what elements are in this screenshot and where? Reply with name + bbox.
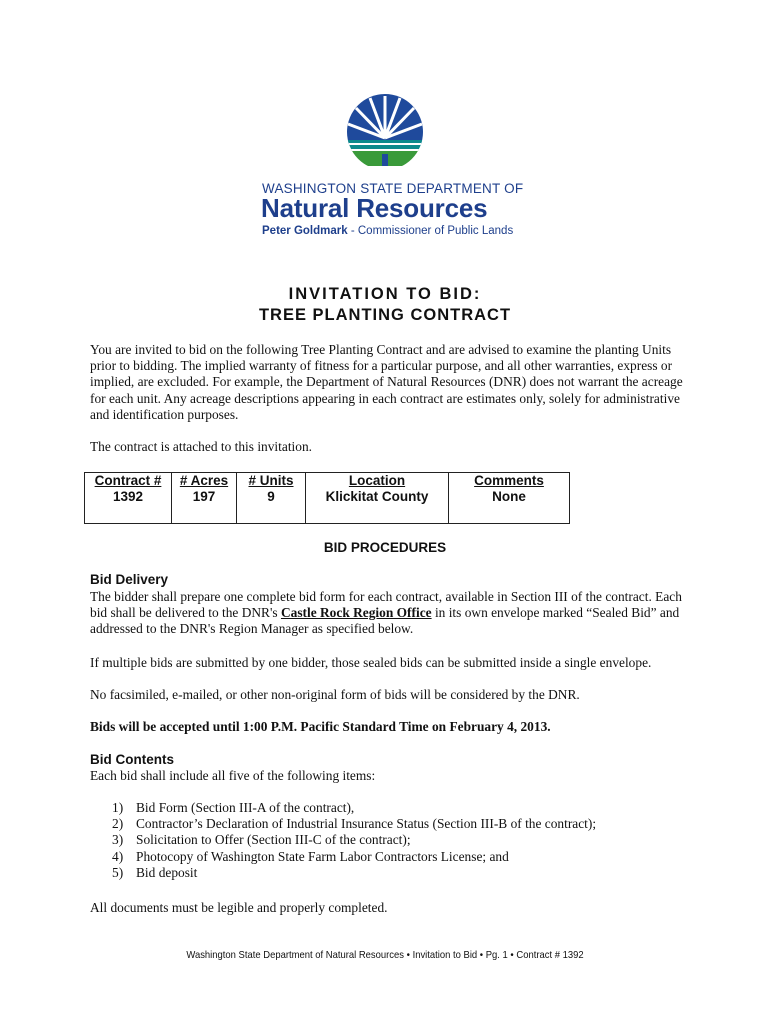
bid-contents-intro: Each bid shall include all five of the following items: (90, 768, 376, 783)
multiple-bids-paragraph: If multiple bids are submitted by one bidder, those sealed bids can be submitted inside a single envelope. (90, 655, 652, 670)
bid-contents-heading: Bid Contents (90, 752, 174, 767)
cell-value: 1392 (112, 489, 144, 504)
contract-table (84, 472, 570, 524)
list-item (112, 849, 596, 865)
attached-note: The contract is attached to this invitation. (90, 439, 312, 454)
column-header: Comments (474, 473, 544, 488)
item-text: Bid Form (Section III-A of the contract), (136, 800, 355, 815)
paragraph-text: in its own envelope marked “Sealed Bid” and addressed to the DNR's Region Manager as specified below. (90, 605, 680, 637)
table-cell (237, 473, 306, 524)
table-cell (306, 473, 449, 524)
list-item (112, 832, 596, 848)
cell-value: Klickitat County (325, 489, 429, 504)
item-number: 4) (112, 848, 124, 864)
column-header: # Acres (179, 473, 229, 488)
bid-contents-list (112, 800, 596, 881)
commissioner-line (262, 225, 513, 237)
item-number: 1) (112, 800, 124, 815)
bid-delivery-paragraph (90, 589, 690, 638)
cell-value: None (492, 489, 526, 504)
item-text: Bid deposit (136, 864, 198, 880)
item-number: 5) (112, 864, 124, 880)
column-header: # Units (248, 473, 294, 488)
dnr-logo-icon (342, 92, 428, 166)
section-heading: BID PROCEDURES (323, 540, 447, 555)
agency-name-line1: WASHINGTON STATE DEPARTMENT OF (262, 181, 524, 196)
column-header: Contract # (94, 473, 162, 488)
item-number: 2) (112, 816, 124, 832)
page-footer: Washington State Department of Natural Resources • Invitation to Bid • Pg. 1 • Contract # 1392 (186, 949, 584, 961)
item-text: Photocopy of Washington State Farm Labor Contractors License; and (136, 848, 509, 864)
table-row (85, 473, 570, 524)
item-text: Contractor’s Declaration of Industrial Insurance Status (Section III-B of the contract); (136, 816, 597, 832)
cell-value: 9 (267, 489, 275, 504)
commissioner-name: Peter Goldmark (262, 225, 348, 237)
document-title-line2: TREE PLANTING CONTRACT (258, 306, 512, 324)
bid-delivery-heading: Bid Delivery (90, 572, 169, 587)
commissioner-title: - Commissioner of Public Lands (347, 225, 514, 237)
document-title-line1: INVITATION TO BID: (288, 285, 482, 303)
column-header: Location (348, 473, 406, 488)
region-office-name: Castle Rock Region Office (280, 605, 432, 621)
non-original-bids-paragraph: No facsimiled, e-mailed, or other non-original form of bids will be considered by the DNR. (90, 687, 580, 702)
table-cell (449, 473, 570, 524)
item-number: 3) (112, 832, 124, 848)
list-item (112, 800, 596, 816)
cell-value: 197 (192, 489, 216, 504)
table-cell (172, 473, 237, 524)
table-cell (85, 473, 172, 524)
agency-name-line2: Natural Resources (261, 193, 488, 223)
list-item (112, 816, 596, 832)
closing-note: All documents must be legible and properly completed. (90, 900, 388, 915)
item-text: Solicitation to Offer (Section III-C of the contract); (136, 832, 411, 848)
list-item (112, 865, 596, 881)
paragraph-text: The bidder shall prepare one complete bid form for each contract, available in Section III of the contract. Each bid shall be delivered to the DNR's (90, 589, 682, 621)
intro-paragraph: You are invited to bid on the following Tree Planting Contract and are advised to examine the planting Units prior to bidding. The implied warranty of fitness for a particular purpose, and all other warranties, express or implied, are excluded. For example, the Department of Natural Resources (DNR) does not warrant the acreage for each unit. Any acreage descriptions appearing in each contract are estimates only, solely for administrative and identification purposes. (90, 342, 683, 422)
bid-deadline: Bids will be accepted until 1:00 P.M. Pacific Standard Time on February 4, 2013. (90, 719, 551, 734)
